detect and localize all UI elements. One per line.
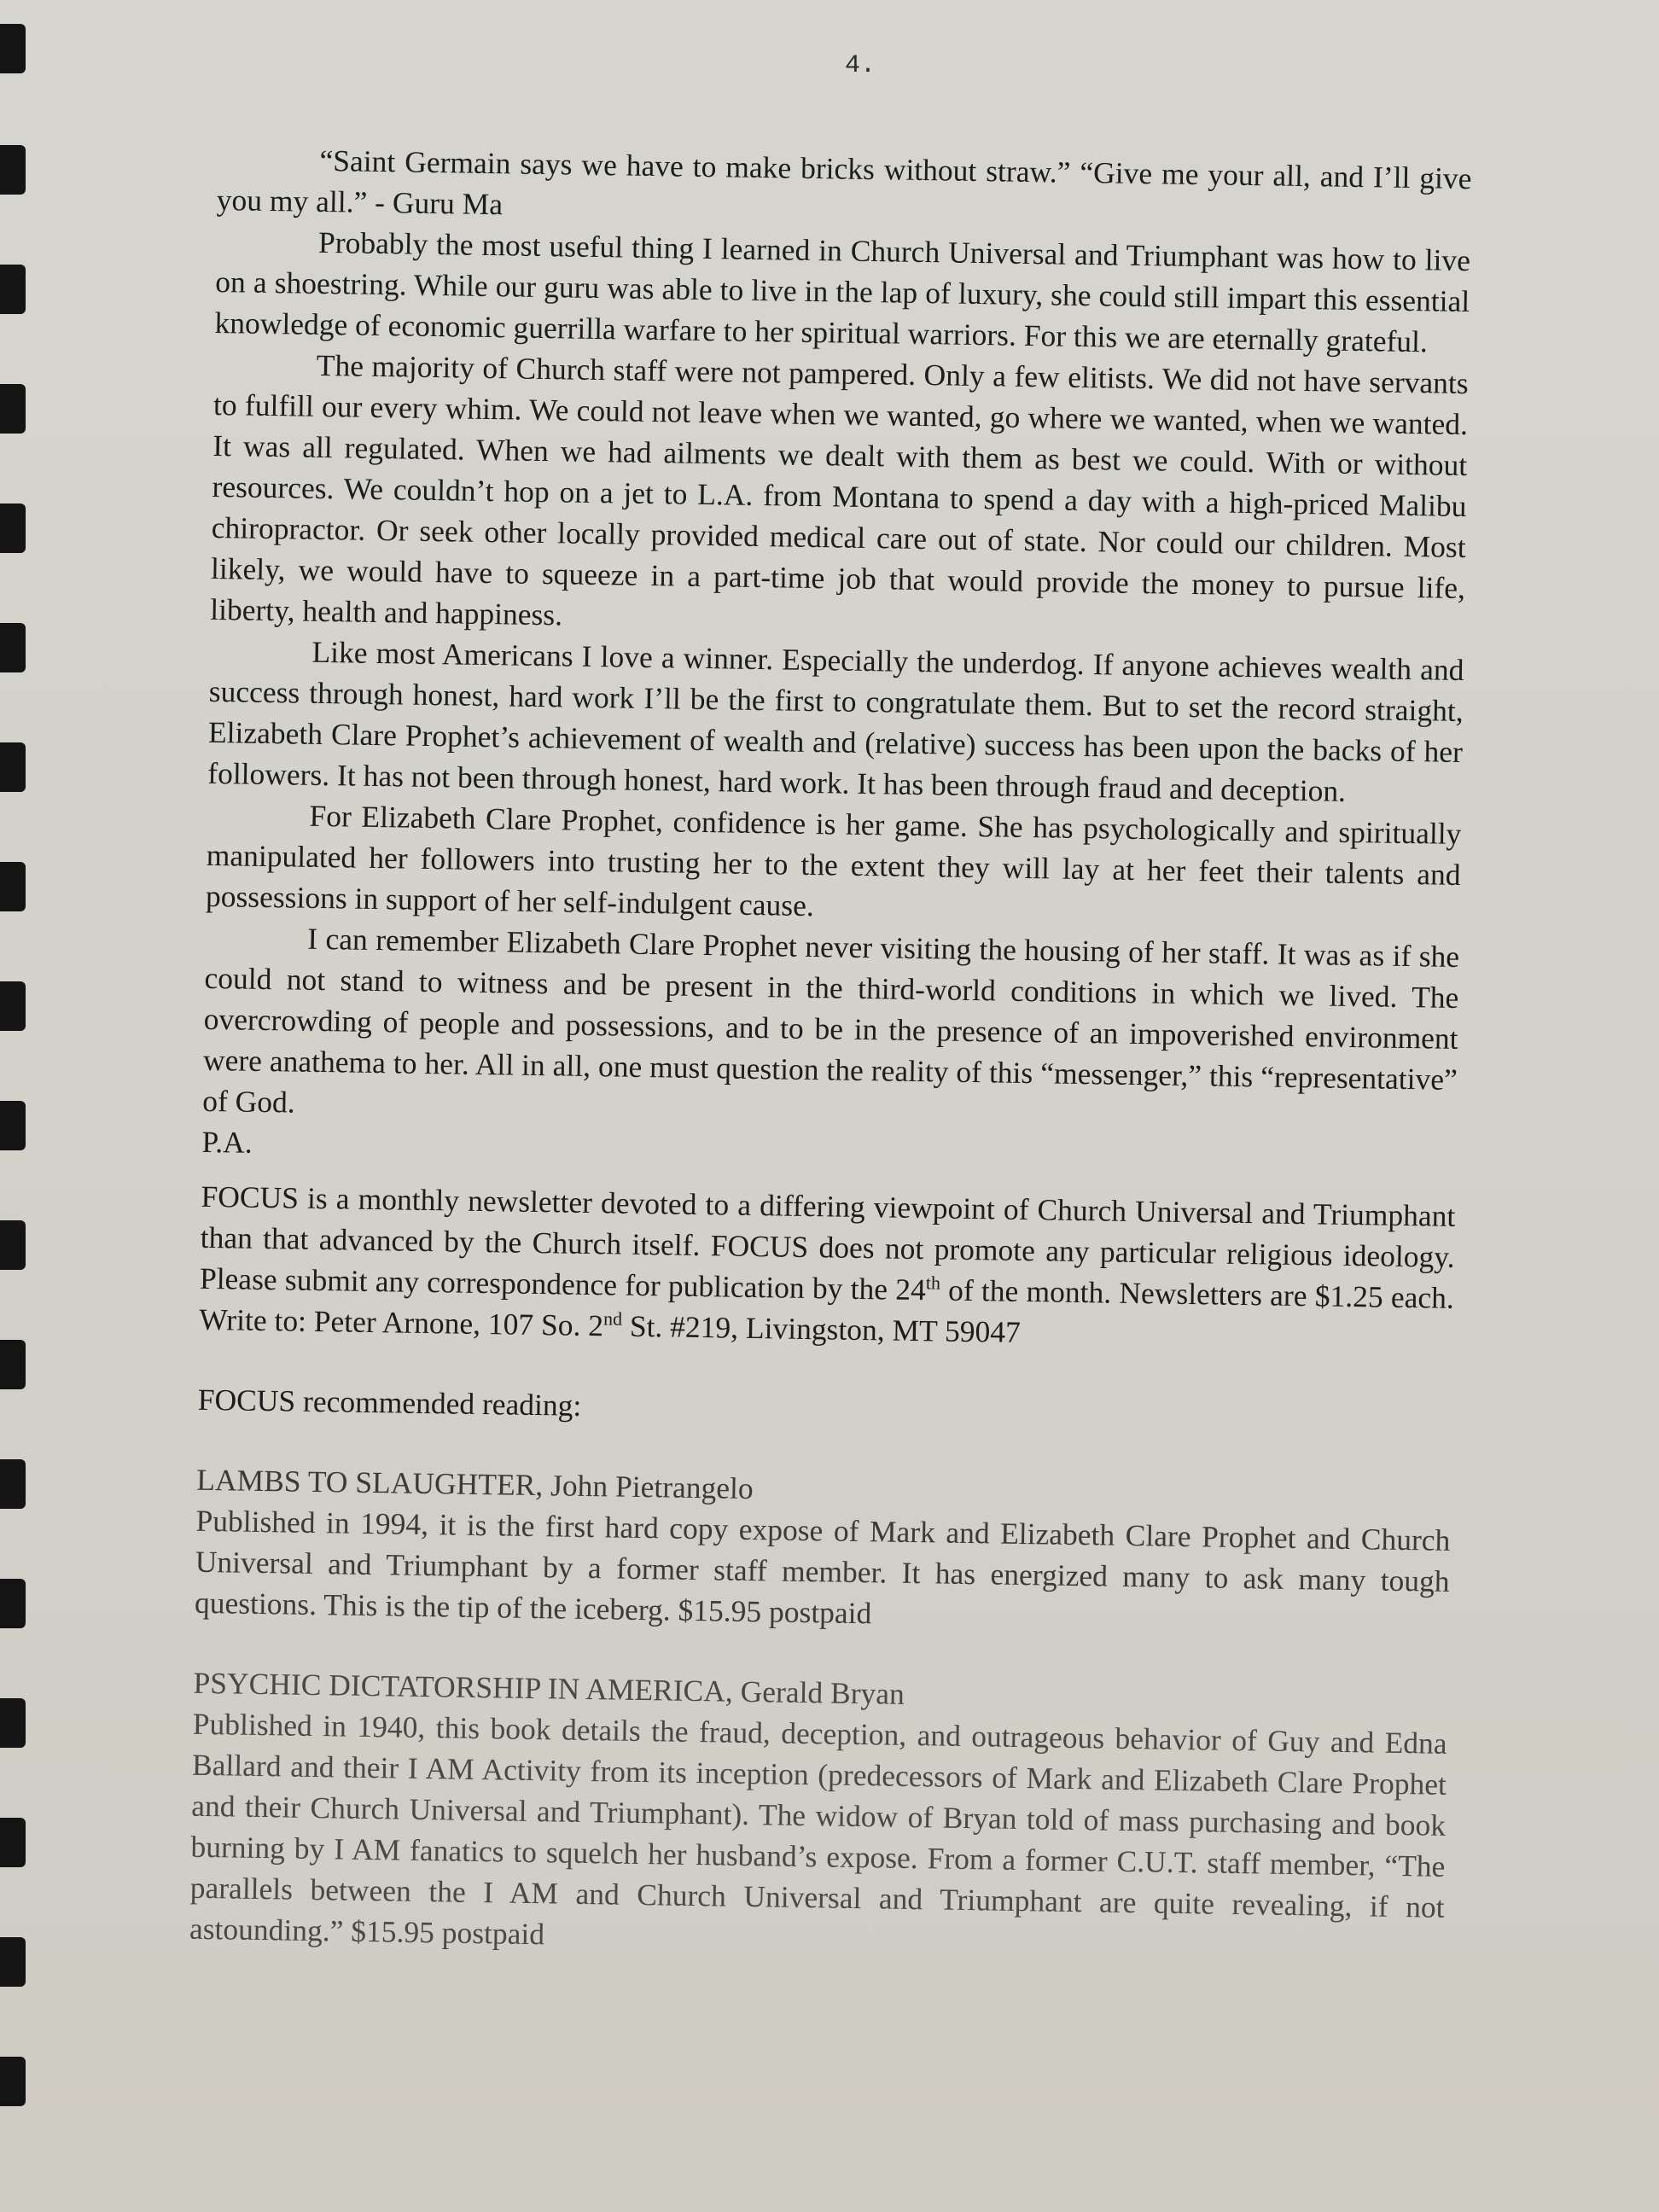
book-description-psychic: Published in 1940, this book details the fraud, deception, and outrageous behavior of Guy and Edna Ballard and their I AM Activity from its inception (predecessors of Mark and Elizabeth Clare Prophet and their Church Universal and Triumphant). The widow of Bryan told of mass purchasing and book burning by I AM fanatics to squelch her husband’s expose. From a former C.U.T. staff member, “The parallels between the I AM and Church Universal and Triumphant are quite revealing, if not astounding.” $15.95 postpaid — [189, 1706, 1447, 1952]
paragraph-housing: I can remember Elizabeth Clare Prophet never visiting the housing of her staff. It was as if she could not stand to witness and be present in the third-world conditions in which we lived. The overcrowding of people and possessions, and to be in the presence of an impoverished environment were anathema to her. All in all, one must question the reality of this “messenger,” this “representative” of God. — [201, 921, 1460, 1120]
book-title-lambs: LAMBS TO SLAUGHTER, John Pietrangelo — [195, 1462, 754, 1506]
reading-heading: FOCUS recommended reading: — [197, 1382, 582, 1423]
paragraph-confidence: For Elizabeth Clare Prophet, confidence is her game. She has psychologically and spiritually manipulated her followers into trusting her to the extent they will lay at her feet their talents and possessions in support of her self-indulgent cause. — [205, 798, 1462, 923]
book-description-lambs: Published in 1994, it is the first hard copy expose of Mark and Elizabeth Clare Prophet and Church Universal and Triumphant by a former staff member. It has energized many to ask many tough questions. This is the tip of the iceberg. $15.95 postpaid — [194, 1503, 1451, 1631]
paragraph-staff: The majority of Church staff were not pampered. Only a few elitists. We did not have servants to fulfill our every whim. We could not leave when we wanted, go where we wanted, when we wanted. It was all regulated. When we had ailments we dealt with them as best we could. With or without resources. We couldn’t hop on a jet to L.A. from Montana to spend a day with a high-priced Malibu chiropractor. Or seek other locally provided medical care out of state. Nor could our children. Most likely, we would have to squeeze in a part-time job that would provide the money to pursue life, liberty, health and happiness. — [210, 347, 1469, 632]
signature: P.A. — [201, 1124, 253, 1160]
spiral-binding — [0, 0, 34, 2212]
page-number: 4. — [845, 51, 876, 80]
paragraph-quote: “Saint Germain says we have to make bricks without straw.” “Give me your all, and I’ll give you my all.” - Guru Ma — [216, 143, 1472, 222]
paragraph-winner: Like most Americans I love a winner. Especially the underdog. If anyone achieves wealth and success through honest, hard work I’ll be the first to congratulate them. But to set the record straight, Elizabeth Clare Prophet’s achievement of wealth and (relative) success has been upon the backs of her followers. It has not been through honest, hard work. It has been through fraud and deception. — [207, 634, 1464, 808]
newsletter-notice: FOCUS is a monthly newsletter devoted to a differing viewpoint of Church Universal and Triumphant than that advanced by the Church itself. FOCUS does not promote any particular religious ideology. Please submit any correspondence for publication by the 24th of the month. Newsletters are $1.25 each. Write to: Peter Arnone, 107 So. 2nd St. #219, Livingston, MT 59047 — [198, 1179, 1456, 1349]
page-text — [189, 138, 1472, 1969]
book-title-psychic: PSYCHIC DICTATORSHIP IN AMERICA, Gerald Bryan — [193, 1665, 905, 1711]
paragraph-shoestring: Probably the most useful thing I learned in Church Universal and Triumphant was how to live on a shoestring. While our guru was able to live in the lap of luxury, she could still impart this essential knowledge of economic guerrilla warfare to her spiritual warriors. For this we are eternally grateful. — [214, 224, 1471, 359]
